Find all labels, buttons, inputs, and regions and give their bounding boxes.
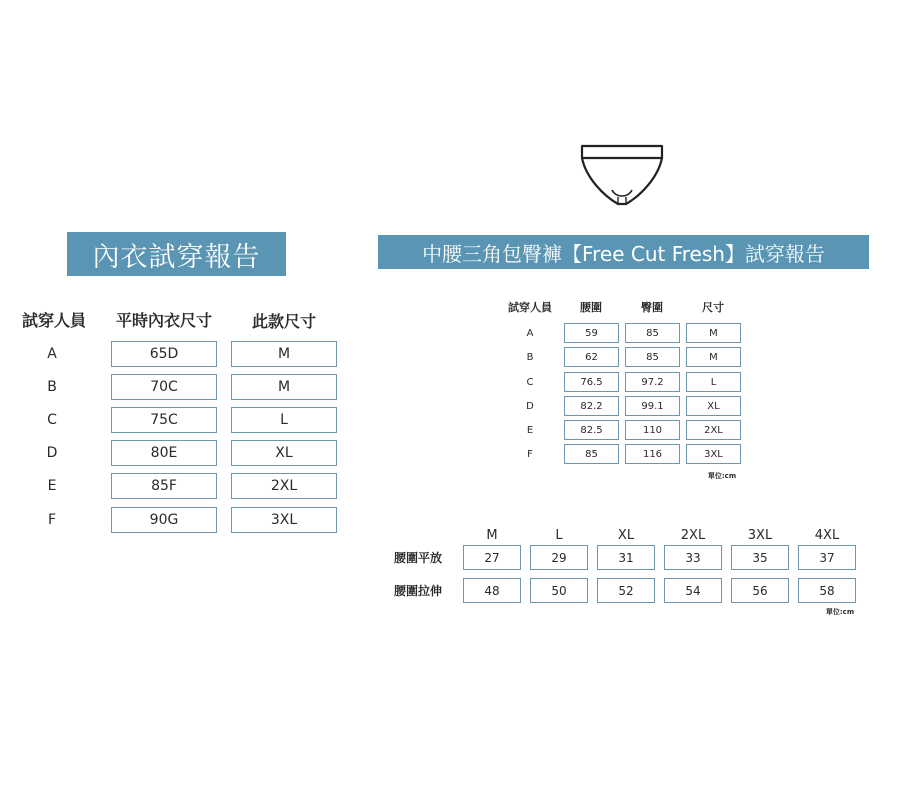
waist-value-cell: 54 xyxy=(664,578,722,603)
panty-hip-cell: 110 xyxy=(625,420,680,440)
bra-this-size-cell: M xyxy=(231,374,337,400)
panty-header-waist: 腰圍 xyxy=(580,301,602,314)
panty-person-label: D xyxy=(526,400,534,412)
panty-person-label: A xyxy=(526,327,534,339)
panty-hip-cell: 97.2 xyxy=(625,372,680,392)
bra-person-label: F xyxy=(47,512,57,528)
waist-value-cell: 37 xyxy=(798,545,856,570)
waist-unit-note: 單位:cm xyxy=(825,608,855,616)
waist-row-label: 腰圍拉伸 xyxy=(393,584,442,598)
bra-this-size-cell: L xyxy=(231,407,337,433)
panty-size-cell: 3XL xyxy=(686,444,741,464)
panty-person-label: F xyxy=(527,448,533,460)
panty-waist-cell: 62 xyxy=(564,347,619,367)
bra-usual-size-cell: 85F xyxy=(111,473,217,499)
waist-row-label: 腰圍平放 xyxy=(393,551,442,565)
waist-size-header: L xyxy=(555,527,563,543)
bra-person-label: D xyxy=(46,445,58,461)
panty-waist-cell: 76.5 xyxy=(564,372,619,392)
waist-size-header: 2XL xyxy=(680,527,706,543)
panty-size-cell: XL xyxy=(686,396,741,416)
bra-person-label: B xyxy=(47,379,57,395)
waist-value-cell: 27 xyxy=(463,545,521,570)
bra-this-size-cell: 2XL xyxy=(231,473,337,499)
waist-value-cell: 52 xyxy=(597,578,655,603)
panty-person-label: B xyxy=(526,351,534,363)
waist-value-cell: 31 xyxy=(597,545,655,570)
bra-person-label: C xyxy=(47,412,57,428)
panty-waist-cell: 85 xyxy=(564,444,619,464)
waist-value-cell: 35 xyxy=(731,545,789,570)
bra-usual-size-cell: 90G xyxy=(111,507,217,533)
panty-waist-cell: 59 xyxy=(564,323,619,343)
waist-size-header: M xyxy=(486,527,498,543)
bra-person-label: A xyxy=(47,346,57,362)
waist-value-cell: 50 xyxy=(530,578,588,603)
bra-report-title: 內衣試穿報告 xyxy=(67,232,286,276)
panty-size-cell: M xyxy=(686,323,741,343)
panty-person-label: C xyxy=(526,376,534,388)
panty-hip-cell: 99.1 xyxy=(625,396,680,416)
panty-header-person: 試穿人員 xyxy=(508,301,552,314)
bra-usual-size-cell: 80E xyxy=(111,440,217,466)
panty-unit-note: 單位:cm xyxy=(707,472,737,480)
waist-value-cell: 48 xyxy=(463,578,521,603)
panty-header-size: 尺寸 xyxy=(702,301,724,314)
bra-usual-size-cell: 65D xyxy=(111,341,217,367)
bra-usual-size-cell: 70C xyxy=(111,374,217,400)
bra-this-size-cell: XL xyxy=(231,440,337,466)
panty-size-cell: 2XL xyxy=(686,420,741,440)
panty-icon xyxy=(578,140,666,208)
panty-waist-cell: 82.5 xyxy=(564,420,619,440)
waist-size-header: 3XL xyxy=(747,527,773,543)
waist-value-cell: 56 xyxy=(731,578,789,603)
bra-usual-size-cell: 75C xyxy=(111,407,217,433)
waist-value-cell: 58 xyxy=(798,578,856,603)
bra-header-usual-size: 平時內衣尺寸 xyxy=(115,310,212,330)
waist-value-cell: 33 xyxy=(664,545,722,570)
panty-size-cell: M xyxy=(686,347,741,367)
bra-person-label: E xyxy=(47,478,57,494)
waist-size-header: 4XL xyxy=(814,527,840,543)
bra-header-person: 試穿人員 xyxy=(21,310,86,330)
panty-waist-cell: 82.2 xyxy=(564,396,619,416)
waist-value-cell: 29 xyxy=(530,545,588,570)
panty-hip-cell: 116 xyxy=(625,444,680,464)
panty-report-title: 中腰三角包臀褲【Free Cut Fresh】試穿報告 xyxy=(378,235,869,269)
panty-person-label: E xyxy=(526,424,534,436)
bra-this-size-cell: M xyxy=(231,341,337,367)
bra-this-size-cell: 3XL xyxy=(231,507,337,533)
panty-hip-cell: 85 xyxy=(625,323,680,343)
panty-size-cell: L xyxy=(686,372,741,392)
waist-size-header: XL xyxy=(617,527,635,543)
bra-header-this-size: 此款尺寸 xyxy=(251,311,316,331)
panty-hip-cell: 85 xyxy=(625,347,680,367)
panty-header-hip: 臀圍 xyxy=(641,301,663,314)
